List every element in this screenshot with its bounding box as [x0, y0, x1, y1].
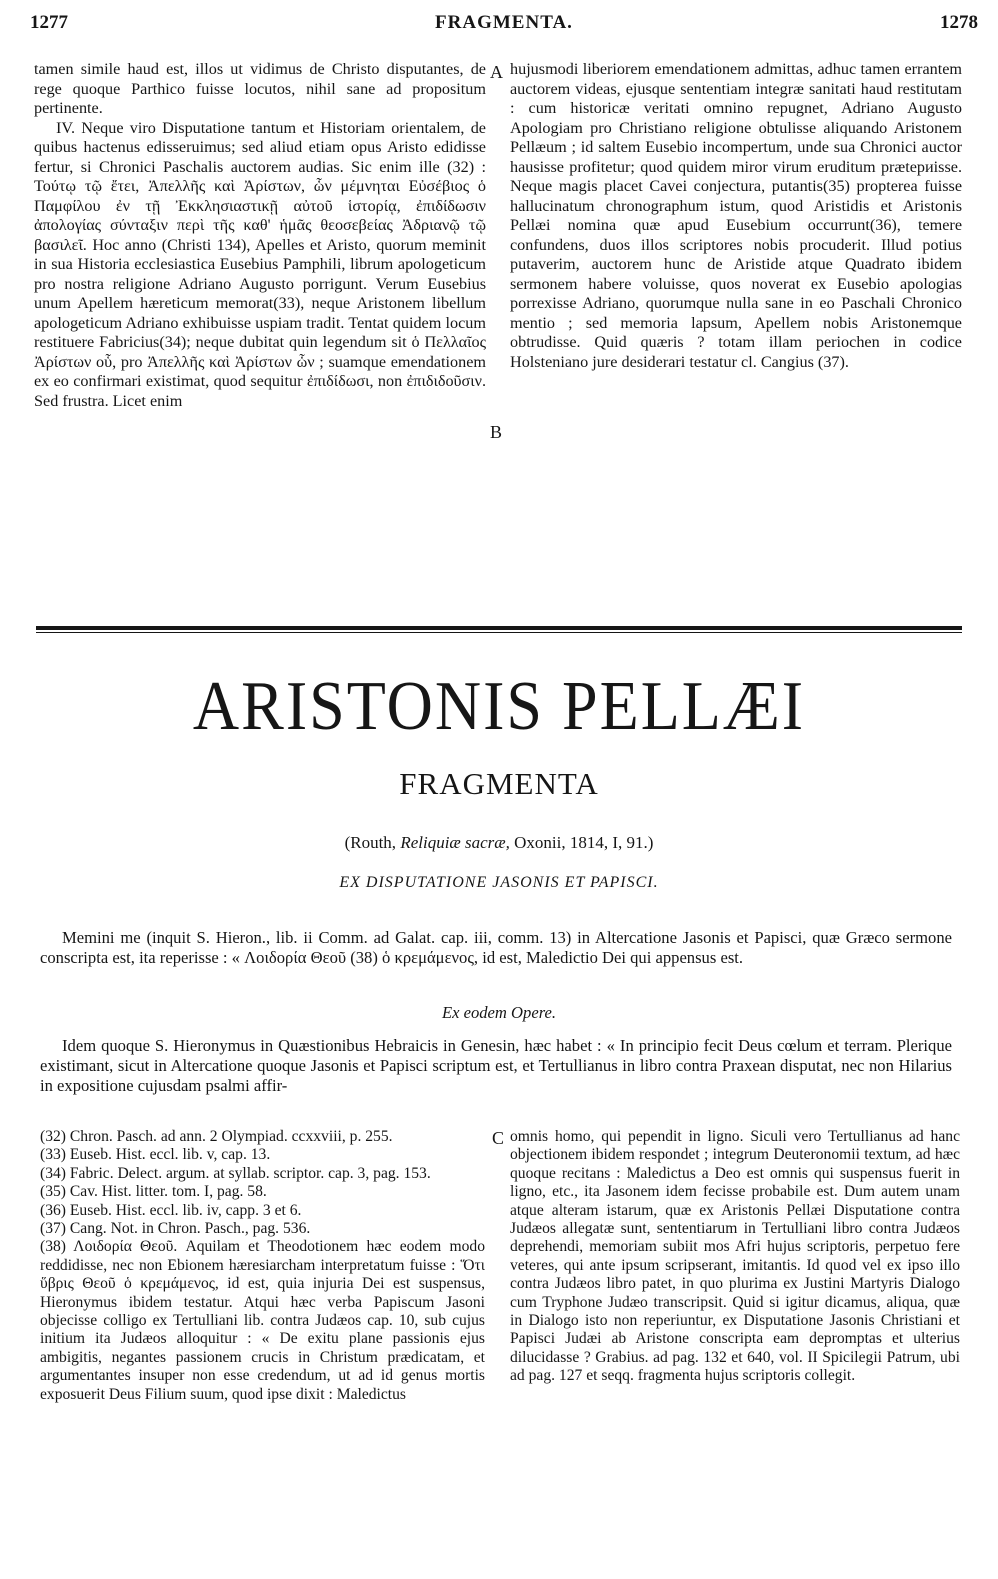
running-title: FRAGMENTA. — [435, 12, 573, 33]
footnotes — [40, 1128, 485, 1404]
column-marker-c: C — [492, 1128, 505, 1148]
right-page-number: 1278 — [940, 12, 978, 33]
section-divider-thin — [36, 632, 962, 633]
body-paragraph-1: Memini me (inquit S. Hieron., lib. ii Comm. ad Galat. cap. iii, comm. 13) in Altercatione Jasonis et Papisci, quæ Græco sermone conscripta est, ita reperisse : « Λοιδορία Θεοῦ (38) ὁ κρεμάμενος, id est, Maledictio Dei qui appensus est. — [40, 928, 952, 967]
footnote-34: (34) Fabric. Delect. argum. at syllab. scriptor. cap. 3, pag. 153. — [40, 1164, 431, 1182]
top-left-paragraph-2: IV. Neque viro Disputatione tantum et Historiam orientalem, de quibus hactenus edisseruimus; sed aliud etiam opus Aristo edidisse fertur, si Chronici Paschalis auctorem audias. Sic enim ille (32) : Τούτῳ τῷ ἔτει, Ἀπελλῆς καὶ Ἀρίστων, ὧν μέμνηται Εὐσέβιος ὁ Παμφίλου ἐν τῇ Ἐκκλησιαστικῇ αὐτοῦ ἱστορίᾳ, ἐπιδίδωσιν ἀπολογίας σύνταξιν περὶ τῆς καθ' ἡμᾶς θεοσεβείας Ἀδριανῷ τῷ βασιλεῖ. Hoc anno (Christi 134), Apelles et Aristo, quorum meminit in sua Historia ecclesiastica Eusebius Pamphili, librum apologeticum pro nostra religione Adriano Augusto porrigunt. Verum Eusebius unum Apellem hæreticum memorat(33), neque Aristonem libellum apologeticum Adriano exhibuisse uspiam tradit. Tentat quidem locum restituere Fabricius(34); neque dubitat quin legendum sit ὁ Πελλαῖος Ἀρίστων οὗ, pro Ἀπελλῆς καὶ Ἀρίστων ὧν ; suamque emendationem ex eo confirmari existimat, quod sequitur ἐπιδίδωσι, non ἐπιδιδοῦσιν. Sed frustra. Licet enim — [34, 118, 486, 410]
source-prefix: (Routh, — [344, 833, 401, 852]
top-right-paragraph: hujusmodi liberiorem emendationem admittas, adhuc tamen errantem auctorem videas, ejusque sententiam integræ sanitati haud restitutam : cum historicæ veritati omnino repugnet, Adriano Augusto Apologiam pro Christiano religione obtulisse aliquando Aristonem Pellæum ; id saltem Eusebio incompertum, unde sua Chronici auctor hausisse profitetur; quod quidem miror virum eruditum prætериisse. Neque magis placet Cavei conjectura, putantis(35) propterea fuisse hallucinatum chronographum istum, quod Aristidis et Aristonis Pellæi nomina quæ apud Eusebium occurrunt(36), temere confundens, duos illos scriptores nobis procuderit. Illud potius putaverim, auctorem hunc de Aristide atque Quadrato ibidem sermonem habere voluisse, quos noverat ex Eusebio apologias porrexisse Adriano, quorumque nulla sane in eo Paschali Chronico mentio ; sed memoria lapsum, Apellem nobis Aristonemque obtrudisse. Quid quæris ? totam illam periochen in codice Holsteniano jure desiderari testatur cl. Cangius (37). — [510, 60, 962, 371]
source-work: Reliquiæ sacræ, — [400, 833, 510, 852]
footnote-32: (32) Chron. Pasch. ad ann. 2 Olympiad. ccxxviii, p. 255. — [40, 1128, 393, 1145]
footnote-37: (37) Cang. Not. in Chron. Pasch., pag. 536. — [40, 1220, 311, 1238]
left-page-number: 1277 — [30, 12, 68, 33]
body-paragraph-1-wrap — [40, 928, 952, 968]
column-marker-a: A — [490, 62, 503, 82]
source-citation — [0, 832, 998, 854]
bottom-right-column — [510, 1128, 960, 1386]
footnote-36: (36) Euseb. Hist. eccl. lib. iv, capp. 3 et 6. — [40, 1201, 302, 1219]
top-left-column — [34, 60, 486, 411]
subsection-heading: Ex eodem Opere. — [441, 1003, 557, 1022]
footnote-35: (35) Cav. Hist. litter. tom. I, pag. 58. — [40, 1183, 267, 1201]
source-suffix: Oxonii, 1814, I, 91.) — [509, 833, 654, 852]
footnote-38: (38) Λοιδορία Θεοῦ. Aquilam et Theodotionem hæc eodem modo reddidisse, nec non Ebionem hæresiarcham interpretatum fuisse : Ὅτι ὕβρις Θεοῦ ὁ κρεμάμενος, id est, quia injuria Dei est suspensus, Hieronymus ibidem testatur. Atqui hæc verba Papiscum Jasoni objecisse colligo ex Tertulliani lib. contra Judæos cap. 10, sub cujus initium ita Judæos alloquitur : « De exitu plane passionis ejus ambigitis, negantes passionem crucis in Christum prædicatam, et argumentantes insuper non esse credendum, ut ad id genus mortis exposuerit Deus Filium suum, quod ipse dixit : Maledictus — [40, 1238, 485, 1403]
work-title: ARISTONIS PELLÆI — [192, 666, 806, 745]
column-marker-b: B — [490, 422, 503, 442]
section-heading: EX DISPUTATIONE JASONIS ET PAPISCI. — [339, 874, 659, 891]
body-paragraph-2-wrap — [40, 1036, 952, 1096]
footnote-continuation: omnis homo, qui pependit in ligno. Siculi vero Tertullianus ad hanc objectionem ibidem respondet ; integrum Deuteronomii textum, ad hæc quoque recitans : Maledictus a Deo est omnis qui suspensus fuerit in ligno, etc., ita Jasonem idem fecisse probabile est. Dum autem unam atque alteram istarum, quæ ex Aristonis Pellæi Disputatione contra Judæos allegatæ sunt, sententiarum in Tertulliani libro contra Judæos deprehendi, memoriam subiit mos Afri hujus scriptoris, perpetuo fere veteres, qui ante ipsum scripserant, imitantis. Id quod vel ex ipso illo contra Judæos libro patet, in quo plurima ex Justini Martyris Dialogo cum Tryphone Judæo transcripsit. Quid si igitur dicamus, aliqua, quæ in Dialogo isto non reperiuntur, ex Disputatione Jasonis Christiani et Papisci Judæi ab Aristone conscripta eam depromptas et ulterius dilucidasse ? Grabius. ad pag. 132 et 640, vol. II Spicilegii Patrum, ubi ad pag. 127 et seqq. fragmenta hujus scriptoris collegit. — [510, 1128, 960, 1385]
running-header — [30, 8, 978, 38]
top-left-paragraph-1: tamen simile haud est, illos ut vidimus de Christo disputantes, de rege quoque Parthico fuisse locutos, nihil sane ad propositum pertinente. — [34, 60, 486, 117]
body-paragraph-2: Idem quoque S. Hieronymus in Quæstionibus Hebraicis in Genesin, hæc habet : « In principio fecit Deus cœlum et terram. Plerique existimant, sicut in Altercatione quoque Jasonis et Papisci scriptum est, et Tertullianus in libro contra Praxean disputat, nec non Hilarius in expositione cujusdam psalmi affir- — [40, 1036, 952, 1095]
section-divider-thick — [36, 626, 962, 630]
footnote-33: (33) Euseb. Hist. eccl. lib. v, cap. 13. — [40, 1146, 271, 1164]
top-right-column — [510, 60, 962, 372]
work-subtitle: FRAGMENTA — [399, 766, 599, 801]
